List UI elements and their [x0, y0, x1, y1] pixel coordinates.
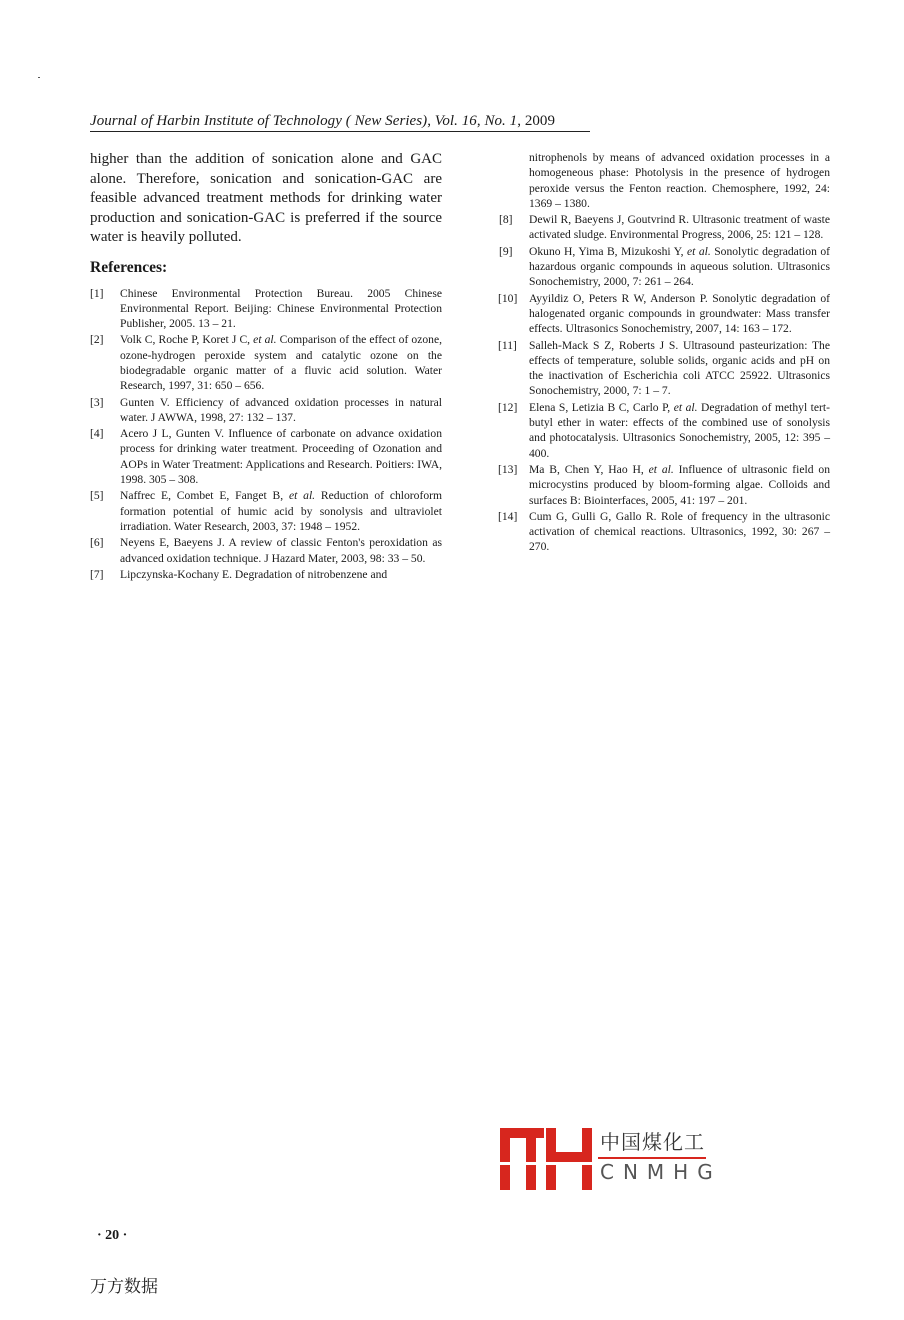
- reference-body: Comparison of the effect of ozone, ozone-hydrogen peroxide system and catalytic ozone on the biodegradable organic matter of a fluvic acid solution. Water Research, 1997, 31: 650 – 656.: [120, 333, 442, 393]
- reference-body: Ayyildiz O, Peters R W, Anderson P. Sonolytic degradation of halogenated organic compounds in groundwater: Mass transfer effects. Ultrasonics Sonochemistry, 2007, 14: 163 – 172.: [529, 291, 830, 336]
- reference-item: [499, 462, 830, 508]
- reference-number: [5]: [90, 489, 104, 503]
- reference-text: [120, 489, 442, 533]
- right-column: [499, 150, 830, 556]
- reference-number: [3]: [90, 395, 104, 409]
- reference-text: [529, 292, 830, 336]
- logo-m-mid-leg: [526, 1128, 536, 1190]
- reference-number: [1]: [90, 286, 104, 300]
- reference-authors: Volk C, Roche P, Koret J C,: [120, 333, 254, 347]
- reference-text: [529, 401, 830, 460]
- body-paragraph: higher than the addition of sonication alone and GAC alone. Therefore, sonication and sonication-GAC are feasible advanced treatment methods for drinking water production and sonication-GAC is preferred if the source water is heavily polluted.: [90, 151, 442, 245]
- reference-body: Degradation of methyl tert-butyl ether in water: effects of the combined use of sonolysis and photocatalysis. Ultrasonics Sonochemistry, 2005, 12: 395 – 400.: [529, 400, 830, 460]
- et-al: et al.: [648, 462, 674, 476]
- left-column: [90, 150, 442, 583]
- reference-text: [120, 287, 442, 331]
- reference-number: [12]: [498, 400, 518, 414]
- reference-item: [499, 338, 830, 399]
- journal-volume: Vol. 16: [434, 113, 477, 129]
- logo-gap: [500, 1162, 592, 1165]
- reference-text: [529, 339, 830, 398]
- reference-text: [529, 213, 830, 241]
- reference-number: [14]: [498, 509, 518, 523]
- cnmhg-logo: [500, 1124, 730, 1194]
- reference-authors: Okuno H, Yima B, Mizukoshi Y,: [529, 244, 687, 258]
- et-al: et al.: [686, 244, 711, 258]
- reference-text: [120, 396, 442, 424]
- journal-issue: No. 1: [484, 113, 518, 129]
- et-al: et al.: [253, 333, 277, 347]
- references-heading: References:: [90, 258, 168, 276]
- reference-text: [529, 245, 830, 289]
- logo-divider: [598, 1157, 706, 1159]
- reference-body: Cum G, Gulli G, Gallo R. Role of frequency in the ultrasonic activation of chemical reactions. Ultrasonics, 1992, 30: 267 – 270.: [529, 509, 830, 554]
- reference-number: [7]: [90, 567, 104, 581]
- et-al: et al.: [288, 489, 316, 503]
- reference-body: Influence of ultrasonic field on microcystins produced by bloom-forming algae. Colloids and surfaces B: Biointerfaces, 2005, 41: 197 – 201.: [529, 462, 830, 507]
- scan-artifact: [38, 77, 40, 78]
- reference-body: Gunten V. Efficiency of advanced oxidation processes in natural water. J AWWA, 1998, 27: 132 – 137.: [120, 395, 442, 424]
- reference-item: [90, 567, 442, 582]
- reference-item: [90, 286, 442, 332]
- journal-title: Journal of Harbin Institute of Technology: [90, 113, 342, 129]
- reference-text: [120, 427, 442, 486]
- page-number: · 20 ·: [97, 1228, 128, 1243]
- running-head: Journal of Harbin Institute of Technology ( New Series), Vol. 16, No. 1, 2009: [90, 113, 590, 132]
- reference-number: [13]: [498, 462, 518, 476]
- reference-text: [120, 568, 387, 581]
- reference-list-left: [90, 286, 442, 583]
- reference-body: Chinese Environmental Protection Bureau. 2005 Chinese Environmental Report. Beijing: Chinese Environmental Protection Publisher, 2005. 13 – 21.: [120, 286, 442, 331]
- reference-item: [499, 212, 830, 243]
- reference-body: Lipczynska-Kochany E. Degradation of nitrobenzene and: [120, 567, 388, 581]
- reference-number: [2]: [90, 333, 104, 347]
- reference-item: [499, 400, 830, 461]
- reference-authors: Naffrec E, Combet E, Fanget B,: [120, 489, 289, 503]
- logo-english-name: CNMHG: [600, 1160, 722, 1184]
- reference-item: [90, 332, 442, 393]
- reference-number: [11]: [498, 338, 517, 352]
- reference-body: Acero J L, Gunten V. Influence of carbonate on advance oxidation process for drinking water treatment. Proceeding of Ozonation and AOPs in Water Treatment: Applications and Research. Poitiers: IWA, 1998. 305 – 308.: [120, 427, 442, 487]
- reference-number: [6]: [90, 536, 104, 550]
- et-al: et al.: [673, 400, 698, 414]
- reference-text: [120, 333, 442, 392]
- mh-logo-mark-icon: [500, 1128, 592, 1190]
- reference-number: [9]: [499, 244, 513, 258]
- reference-number: [8]: [499, 213, 513, 227]
- reference-body: Neyens E, Baeyens J. A review of classic Fenton's peroxidation as advanced oxidation technique. J Hazard Mater, 2003, 98: 33 – 50.: [120, 536, 442, 565]
- reference-item: [499, 244, 830, 290]
- logo-m-left-leg: [500, 1128, 510, 1190]
- reference-body: Sonolytic degradation of hazardous organic compounds in aqueous solution. Ultrasonics Sonochemistry, 2000, 7: 261 – 264.: [529, 244, 830, 289]
- reference-text: [120, 536, 442, 564]
- reference-item: [90, 395, 442, 426]
- logo-h-right-leg: [582, 1128, 592, 1190]
- reference-body: Dewil R, Baeyens J, Goutvrind R. Ultrasonic treatment of waste activated sludge. Environmental Progress, 2006, 25: 121 – 128.: [529, 213, 830, 242]
- reference-item: [499, 509, 830, 555]
- journal-year: 2009: [524, 113, 556, 129]
- reference-item: [499, 150, 830, 211]
- reference-item: [90, 535, 442, 566]
- reference-text: [529, 510, 830, 554]
- reference-body: Reduction of chloroform formation potential of humic acid by sonolysis and ultraviolet irradiation. Water Research, 2003, 37: 1948 – 1952.: [120, 489, 443, 533]
- reference-item: [90, 426, 442, 487]
- reference-number: [10]: [498, 291, 518, 305]
- reference-authors: Ma B, Chen Y, Hao H,: [529, 462, 649, 476]
- reference-item: [499, 291, 830, 337]
- reference-text: [529, 463, 830, 507]
- reference-list-right: [499, 150, 830, 555]
- logo-chinese-name: 中国煤化工: [600, 1130, 705, 1154]
- reference-body: Salleh-Mack S Z, Roberts J S. Ultrasound pasteurization: The effects of temperature, soluble solids, organic acids and pH on the inactivation of Escherichia coli ATCC 25922. Ultrasonics Sonochemistry, 2000, 7: 1 – 7.: [529, 338, 830, 398]
- reference-authors: Elena S, Letizia B C, Carlo P,: [529, 400, 674, 414]
- watermark: 万方数据: [90, 1277, 158, 1297]
- reference-item: [90, 488, 442, 534]
- reference-body: nitrophenols by means of advanced oxidation processes in a homogeneous phase: Photolysis in the presence of hydrogen peroxide versus the Fenton reaction. Chemosphere, 1992, 24: 1369 – 1380.: [529, 151, 830, 210]
- reference-number: [4]: [90, 427, 104, 441]
- reference-text: [529, 151, 830, 210]
- journal-series: ( New Series): [345, 113, 428, 129]
